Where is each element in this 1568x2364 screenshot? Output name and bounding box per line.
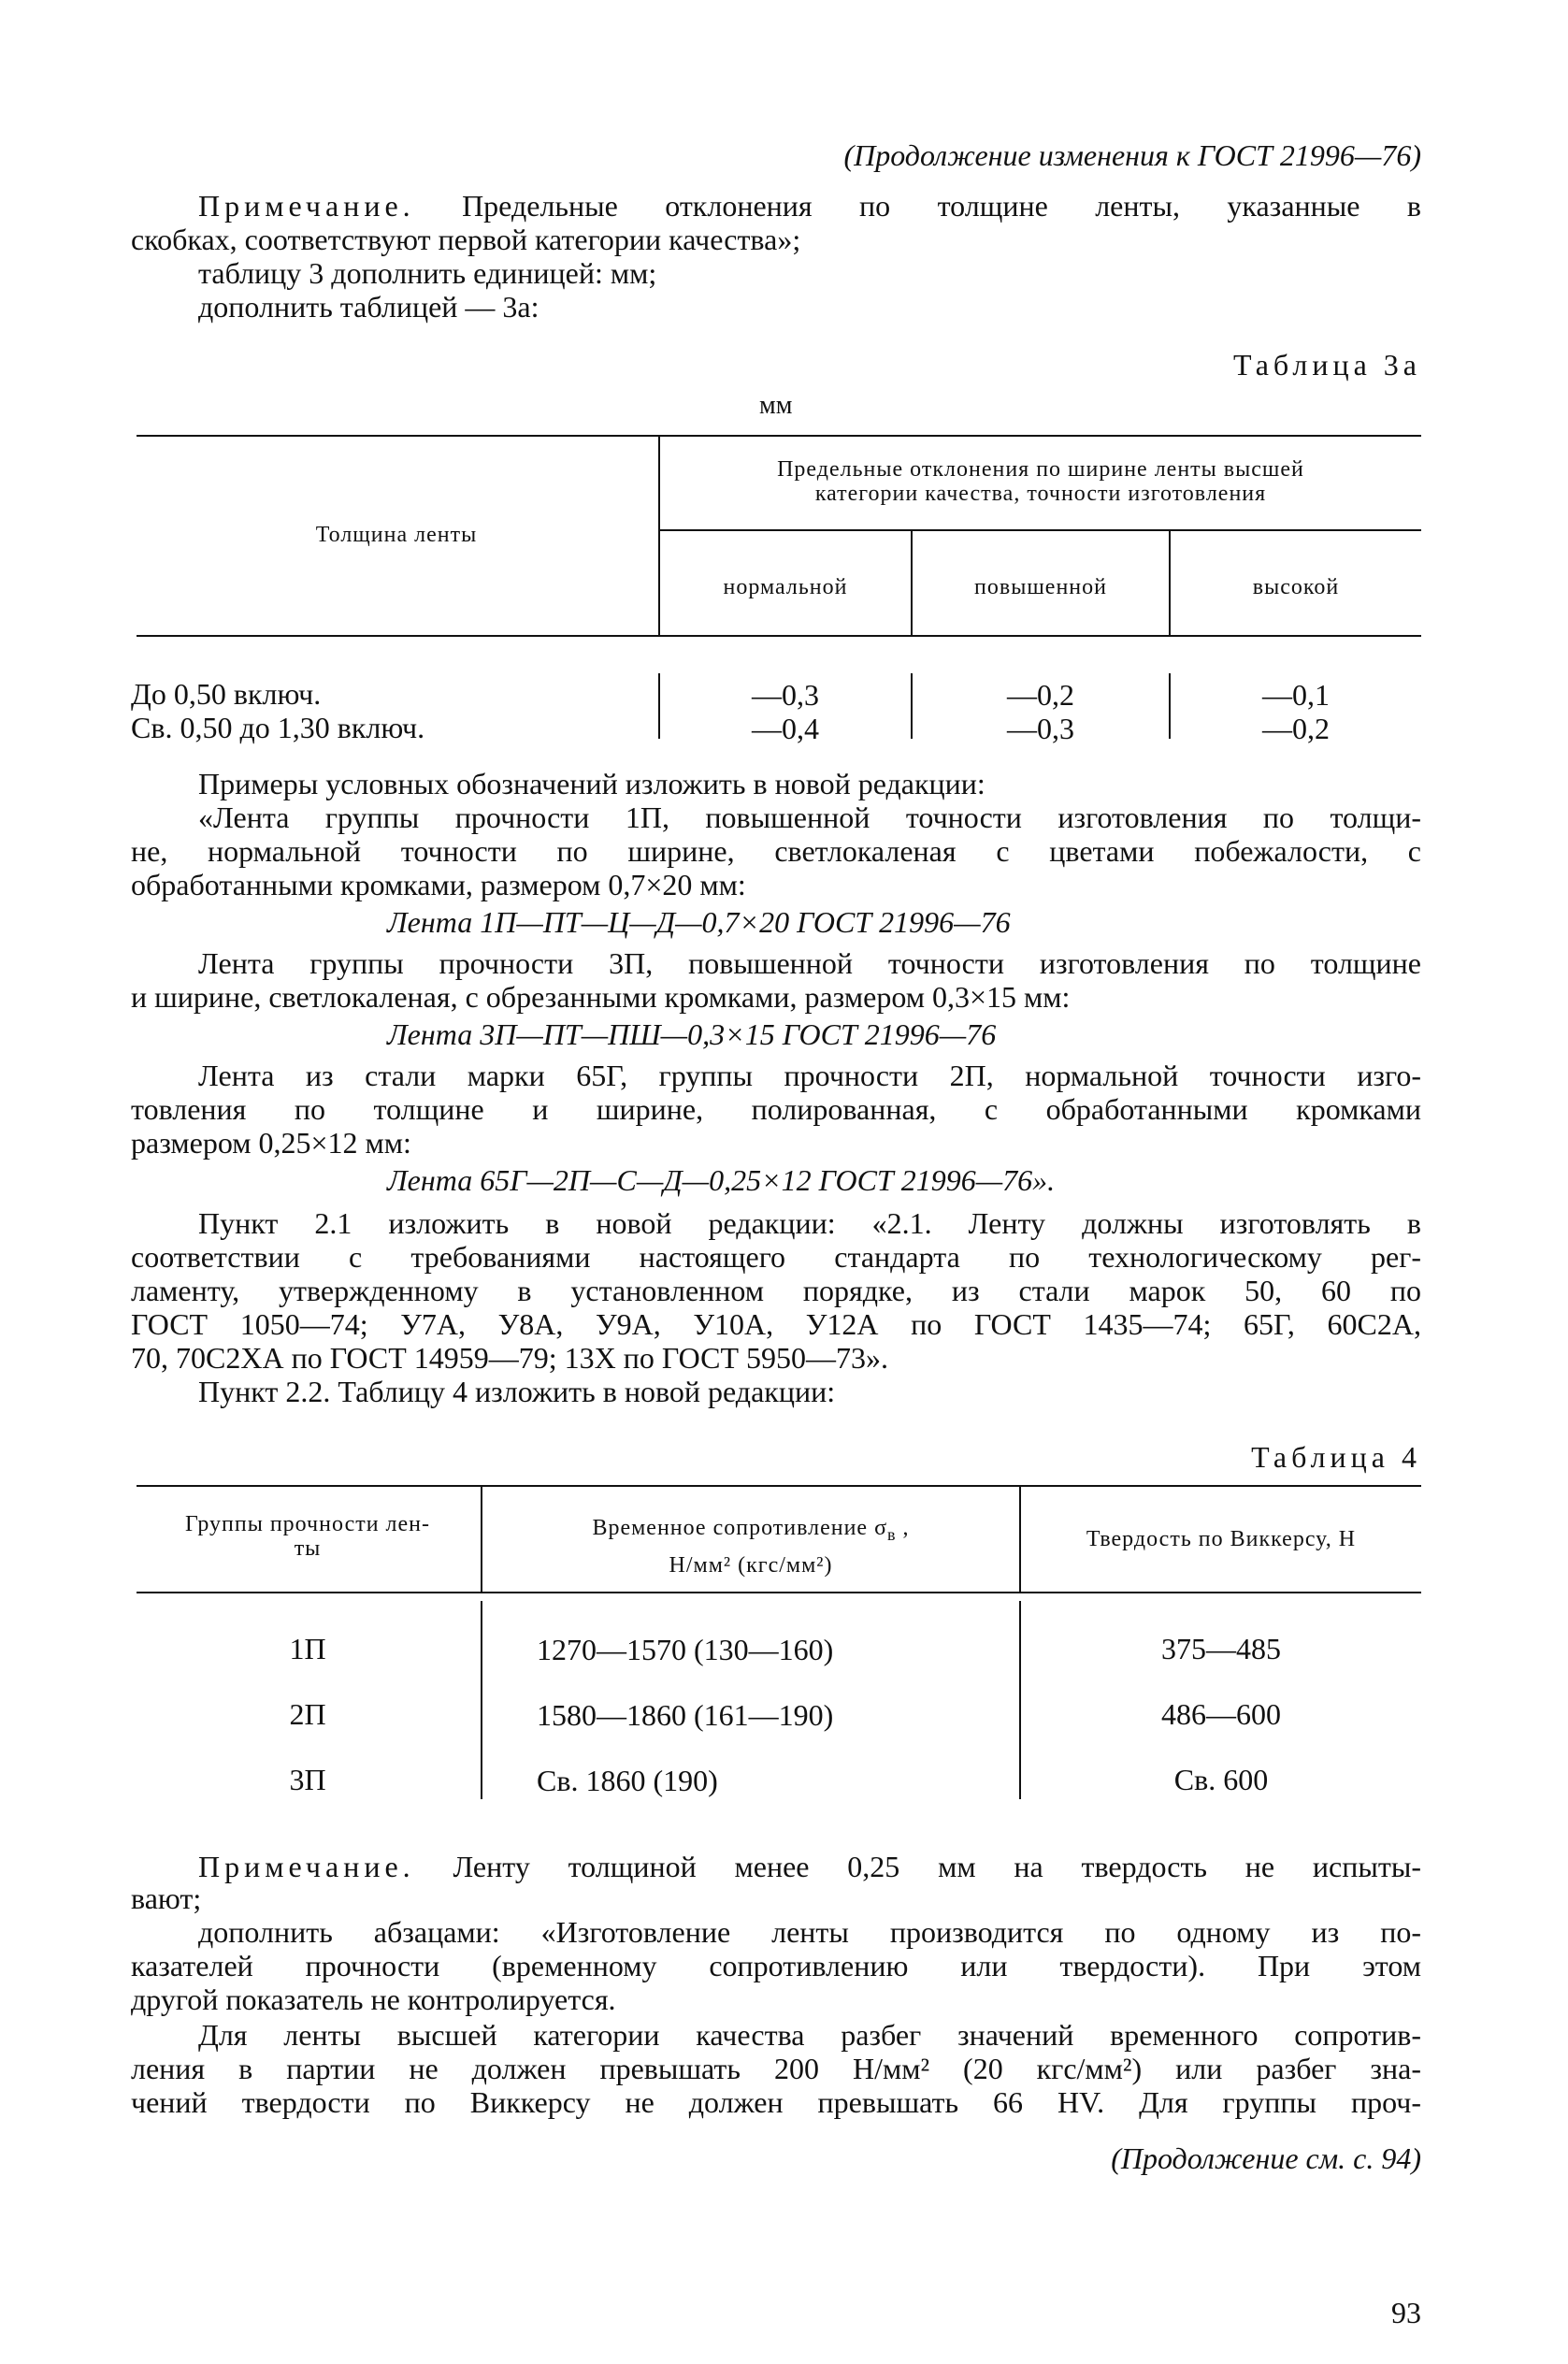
table4-sigma-sub: в [887, 1524, 897, 1544]
example2-line-1: Лента группы прочности 3П, повышенной точности изготовления по толщине [198, 946, 1421, 980]
table4-group: 2П [289, 1697, 326, 1731]
table4-col-hardness: Твердость по Виккерсу, Н [1086, 1527, 1357, 1551]
paragraph-line-3: чений твердости по Виккерсу не должен превышать 66 HV. Для группы проч- [131, 2085, 1421, 2119]
note-label: Примечание. [198, 189, 415, 223]
example2-line-2: и ширине, светлокаленая, с обрезанными кромками, размером 0,3×15 мм: [131, 980, 1071, 1014]
continuation-header: (Продолжение изменения к ГОСТ 21996—76) [843, 138, 1421, 172]
continuation-footer: (Продолжение см. с. 94) [1111, 2141, 1421, 2175]
table3a-normal: —0,4 [752, 712, 819, 745]
table3a-header-rule [137, 635, 1421, 637]
table3a-normal: —0,3 [752, 678, 819, 712]
examples-heading: Примеры условных обозначений изложить в новой редакции: [198, 767, 985, 800]
clause21-line-5: 70, 70С2ХА по ГОСТ 14959—79; 13Х по ГОСТ 5950—73». [131, 1341, 888, 1375]
addition-line-1: дополнить абзацами: «Изготовление ленты производится по одному из по- [198, 1915, 1421, 1949]
table3a-increased: —0,3 [1007, 712, 1074, 745]
table3a-sub-high: высокой [1252, 575, 1340, 599]
table3a-col-thickness: Толщина ленты [315, 523, 478, 547]
table3a-sub-increased: повышенной [974, 575, 1107, 599]
table4-hardness: 375—485 [1161, 1632, 1281, 1665]
paragraph-line-2: ления в партии не должен превышать 200 Н/мм² (20 кгс/мм²) или разбег зна- [131, 2052, 1421, 2085]
example3-line-3: размером 0,25×12 мм: [131, 1126, 411, 1160]
example1-line-3: обработанными кромками, размером 0,7×20 мм: [131, 868, 746, 901]
example1-line-2: не, нормальной точности по ширине, светлокаленая с цветами побежалости, с [131, 834, 1421, 868]
table4-hardness: 486—600 [1161, 1697, 1281, 1731]
example3-line-1: Лента из стали марки 65Г, группы прочности 2П, нормальной точности изго- [198, 1059, 1421, 1092]
note2-label: Примечание. [198, 1850, 415, 1883]
table3a-group-header-1: Предельные отклонения по ширине ленты высшей [777, 457, 1304, 482]
table3a-top-rule [137, 435, 1421, 437]
example3-designation: Лента 65Г—2П—С—Д—0,25×12 ГОСТ 21996—76». [387, 1163, 1056, 1197]
addition-line-2: казателей прочности (временному сопротивлению или твердости). При этом [131, 1949, 1421, 1982]
table3a-sub-normal: нормальной [723, 575, 848, 599]
table3a-caption: Таблица 3а [1232, 348, 1421, 382]
table3a-thickness: Св. 0,50 до 1,30 включ. [131, 711, 425, 744]
example3-line-2: товления по толщине и ширине, полированная, с обработанными кромками [131, 1092, 1421, 1126]
page-number: 93 [1391, 2296, 1421, 2329]
table4-top-rule [137, 1485, 1421, 1487]
addition-line-3: другой показатель не контролируется. [131, 1982, 616, 2016]
table3a-group-header-2: категории качества, точности изготовления [814, 482, 1267, 506]
table3a-high: —0,2 [1262, 712, 1330, 745]
example1-line-1: «Лента группы прочности 1П, повышенной точности изготовления по толщи- [198, 800, 1421, 834]
clause21-line-4: ГОСТ 1050—74; У7А, У8А, У9А, У10А, У12А по ГОСТ 1435—74; 65Г, 60С2А, [131, 1307, 1421, 1341]
table4-col-group-2: ты [294, 1536, 322, 1561]
intro-line-3: таблицу 3 дополнить единицей: мм; [198, 256, 657, 290]
note-line-1: Примечание. Предельные отклонения по толщине ленты, указанные в [198, 189, 1422, 223]
paragraph-line-1: Для ленты высшей категории качества разбег значений временного сопротив- [198, 2018, 1421, 2052]
table4-group: 3П [289, 1763, 326, 1796]
note2-line-2: вают; [131, 1881, 202, 1915]
table4-group: 1П [289, 1632, 326, 1665]
table4-strength: Св. 1860 (190) [537, 1764, 718, 1797]
intro-line-4: дополнить таблицей — 3а: [198, 290, 539, 324]
table4-header-rule [137, 1592, 1421, 1593]
table4-col-strength-1: Временное сопротивление $\sigma_в$ , [592, 1516, 910, 1544]
clause22-line: Пункт 2.2. Таблицу 4 изложить в новой редакции: [198, 1375, 836, 1408]
note2-line-1: Примечание. Ленту толщиной менее 0,25 мм на твердость не испыты- [198, 1850, 1422, 1883]
note-line-2: скобках, соответствуют первой категории качества»; [131, 223, 801, 256]
clause21-line-3: ламенту, утвержденному в установленном порядке, из стали марок 50, 60 по [131, 1274, 1421, 1307]
clause21-line-1: Пункт 2.1 изложить в новой редакции: «2.1. Ленту должны изготовлять в [198, 1206, 1421, 1240]
table4-strength: 1270—1570 (130—160) [537, 1633, 834, 1666]
table4-caption: Таблица 4 [1251, 1440, 1421, 1474]
table4-col-strength-2: Н/мм² (кгс/мм²) [669, 1553, 833, 1578]
clause21-line-2: соответствии с требованиями настоящего стандарта по технологическому рег- [131, 1240, 1421, 1274]
example1-designation: Лента 1П—ПТ—Ц—Д—0,7×20 ГОСТ 21996—76 [387, 905, 1011, 939]
table4-body-vrule-1 [481, 1601, 482, 1799]
table4-col-group-1: Группы прочности лен- [184, 1512, 431, 1536]
table3a-unit: мм [759, 391, 793, 420]
table4-strength: 1580—1860 (161—190) [537, 1698, 834, 1732]
example2-designation: Лента 3П—ПТ—ПШ—0,3×15 ГОСТ 21996—76 [387, 1017, 997, 1051]
table3a-thickness: До 0,50 включ. [131, 677, 322, 711]
table3a-increased: —0,2 [1007, 678, 1074, 712]
table3a-high: —0,1 [1262, 678, 1330, 712]
table3a-group-rule [660, 529, 1421, 531]
table4-hardness: Св. 600 [1173, 1763, 1269, 1796]
